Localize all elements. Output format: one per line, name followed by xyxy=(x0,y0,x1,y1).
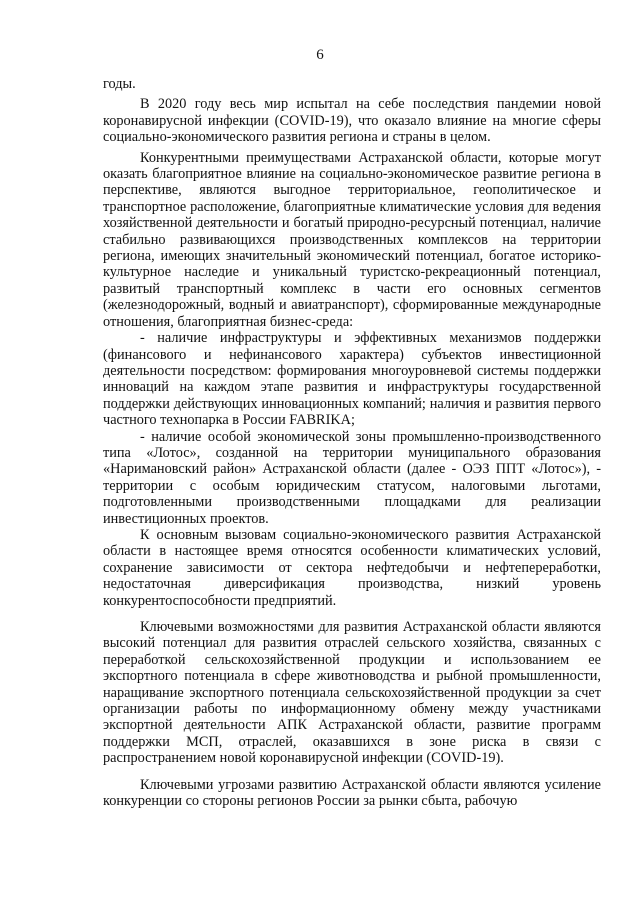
list-item-infrastructure: - наличие инфраструктуры и эффективных механизмов поддержки (финансового и нефинансового характера) субъектов инвестиционной деятельности посредством: формирования многоуровневой системы поддержки инноваций на каждом этапе развития и инфраструктуры государственной поддержки действующих инновационных компаний; наличия и развития первого частного технопарка в России FABRIKA; xyxy=(103,330,601,429)
paragraph-opportunities: Ключевыми возможностями для развития Астраханской области являются высокий потенциал для развития отраслей сельского хозяйства, связанных с переработкой сельскохозяйственной продукции и использованием ее экспортного потенциала в сфере животноводства и рыбной промышленности, наращивание экспортного потенциала сельскохозяйственной продукции за счет организации работы по информационному обмену между участниками экспортной деятельности АПК Астраханской области, развитие программ поддержки МСП, отраслей, оказавшихся в зоне риска в связи с распространением новой коронавирусной инфекции (COVID-19). xyxy=(103,619,601,767)
paragraph-competitive-advantages: Конкурентными преимуществами Астраханской области, которые могут оказать благоприятное влияние на социально-экономическое развитие региона в перспективе, являются выгодное территориальное, геополитическое и транспортное расположение, благоприятные климатические условия для ведения хозяйственной деятельности и богатый природно-ресурсный потенциал, наличие стабильно развивающихся производственных комплексов на территории региона, имеющих значительный экономический потенциал, богатое историко-культурное наследие и уникальный туристско-рекреационный потенциал, развитый транспортный комплекс в части его основных сегментов (железнодорожный, водный и авиатранспорт), сформированные международные отношения, благоприятная бизнес-среда: xyxy=(103,149,601,330)
paragraph-threats: Ключевыми угрозами развитию Астраханской области являются усиление конкуренции со стороны регионов России за рынки сбыта, рабочую xyxy=(103,776,601,810)
page-number: 6 xyxy=(316,47,324,63)
paragraph-continuation: годы. xyxy=(103,76,136,92)
paragraph-pandemic: В 2020 году весь мир испытал на себе последствия пандемии новой коронавирусной инфекции (COVID-19), что оказало влияние на многие сферы социально-экономического развития региона и страны в целом. xyxy=(103,96,601,146)
list-item-special-economic-zone: - наличие особой экономической зоны промышленно-производственного типа «Лотос», созданной на территории муниципального образования «Наримановский район» Астраханской области (далее - ОЭЗ ППТ «Лотос»), - территории с особым юридическим статусом, налоговыми льготами, подготовленными производственными площадками для реализации инвестиционных проектов. xyxy=(103,428,601,527)
document-body xyxy=(103,76,601,809)
paragraph-challenges: К основным вызовам социально-экономического развития Астраханской области в настоящее время относятся особенности климатических условий, сохранение зависимости от сектора нефтедобычи и нефтепереработки, недостаточная диверсификация производства, низкий уровень конкурентоспособности предприятий. xyxy=(103,526,601,609)
